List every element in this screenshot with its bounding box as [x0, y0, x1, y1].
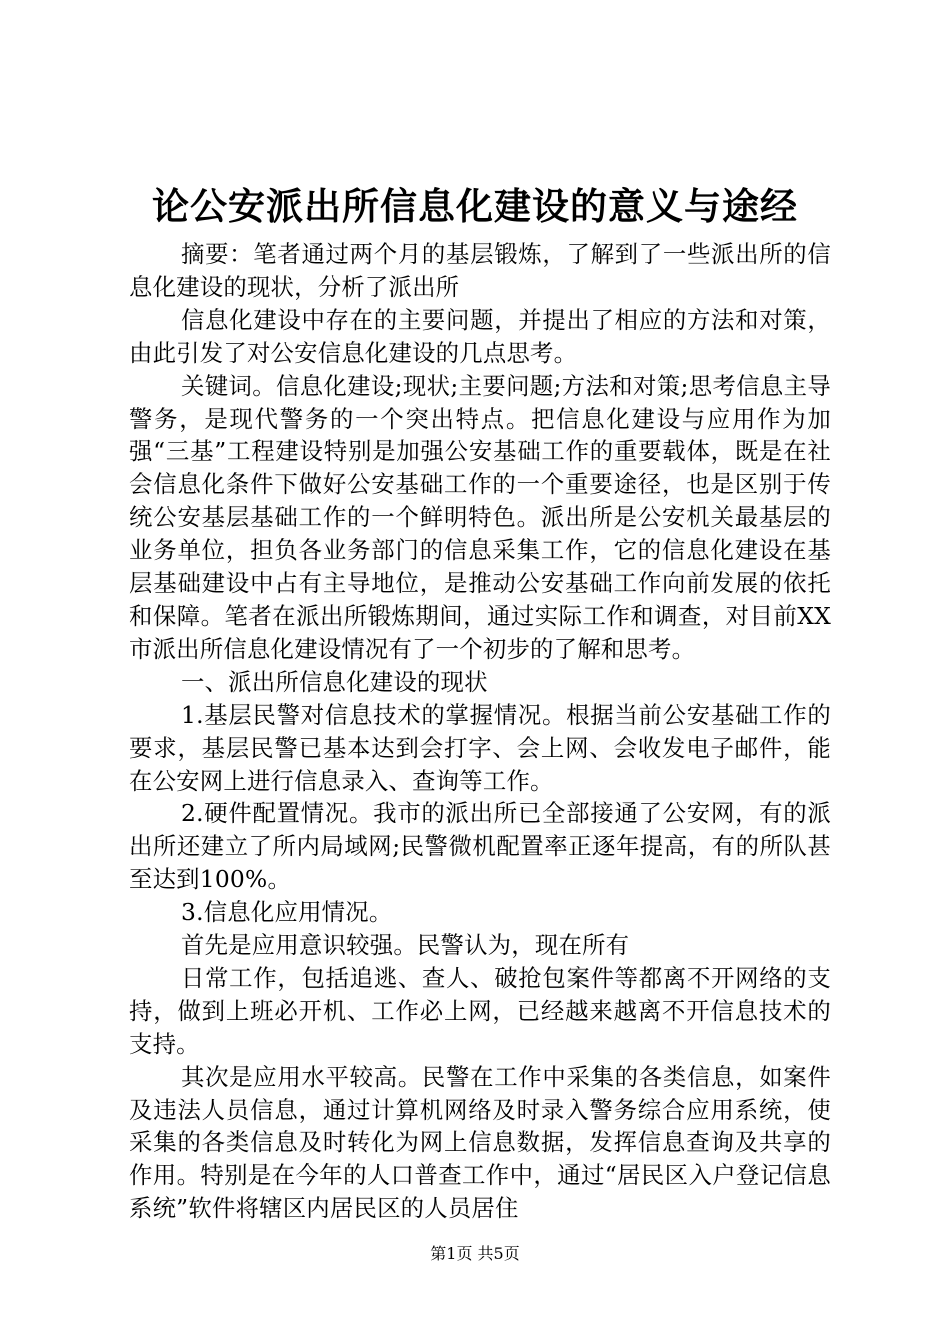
document-body [129, 238, 831, 1225]
body-paragraph: 3.信息化应用情况。 [181, 898, 393, 927]
keywords-paragraph: 关键词。信息化建设;现状;主要问题;方法和对策;思考信息主导警务，是现代警务的一个突出特点。把信息化建设与应用作为加强“三基”工程建设特别是加强公安基础工作的重要载体，既是在社会信息化条件下做好公安基础工作的一个重要途径，也是区别于传统公安基层基础工作的一个鲜明特色。派出所是公安机关最基层的业务单位，担负各业务部门的信息采集工作，它的信息化建设在基层基础建设中占有主导地位，是推动公安基础工作向前发展的依托和保障。笔者在派出所锻炼期间，通过实际工作和调查，对目前XX市派出所信息化建设情况有了一个初步的了解和思考。 [129, 371, 831, 663]
abstract-continuation-paragraph: 信息化建设中存在的主要问题，并提出了相应的方法和对策，由此引发了对公安信息化建设的几点思考。 [129, 305, 831, 367]
section-heading: 一、派出所信息化建设的现状 [181, 667, 488, 696]
body-paragraph: 1.基层民警对信息技术的掌握情况。根据当前公安基础工作的要求，基层民警已基本达到会打字、会上网、会收发电子邮件，能在公安网上进行信息录入、查询等工作。 [129, 700, 831, 795]
abstract-paragraph: 摘要：笔者通过两个月的基层锻炼，了解到了一些派出所的信息化建设的现状，分析了派出所 [129, 240, 831, 301]
page-number-footer: 第1页 共5页 [430, 1244, 520, 1263]
body-paragraph: 其次是应用水平较高。民警在工作中采集的各类信息，如案件及违法人员信息，通过计算机网络及时录入警务综合应用系统，使采集的各类信息及时转化为网上信息数据，发挥信息查询及共享的作用。特别是在今年的人口普查工作中，通过“居民区入户登记信息系统”软件将辖区内居民区的人员居住 [129, 1062, 831, 1223]
body-paragraph: 首先是应用意识较强。民警认为，现在所有 [181, 931, 630, 960]
document-title: 论公安派出所信息化建设的意义与途经 [152, 185, 798, 228]
body-paragraph: 2.硬件配置情况。我市的派出所已全部接通了公安网，有的派出所还建立了所内局域网;民警微机配置率正逐年提高，有的所队甚至达到100%。 [129, 799, 831, 894]
body-paragraph: 日常工作，包括追逃、查人、破抢包案件等都离不开网络的支持，做到上班必开机、工作必上网，已经越来越离不开信息技术的支持。 [129, 963, 831, 1058]
